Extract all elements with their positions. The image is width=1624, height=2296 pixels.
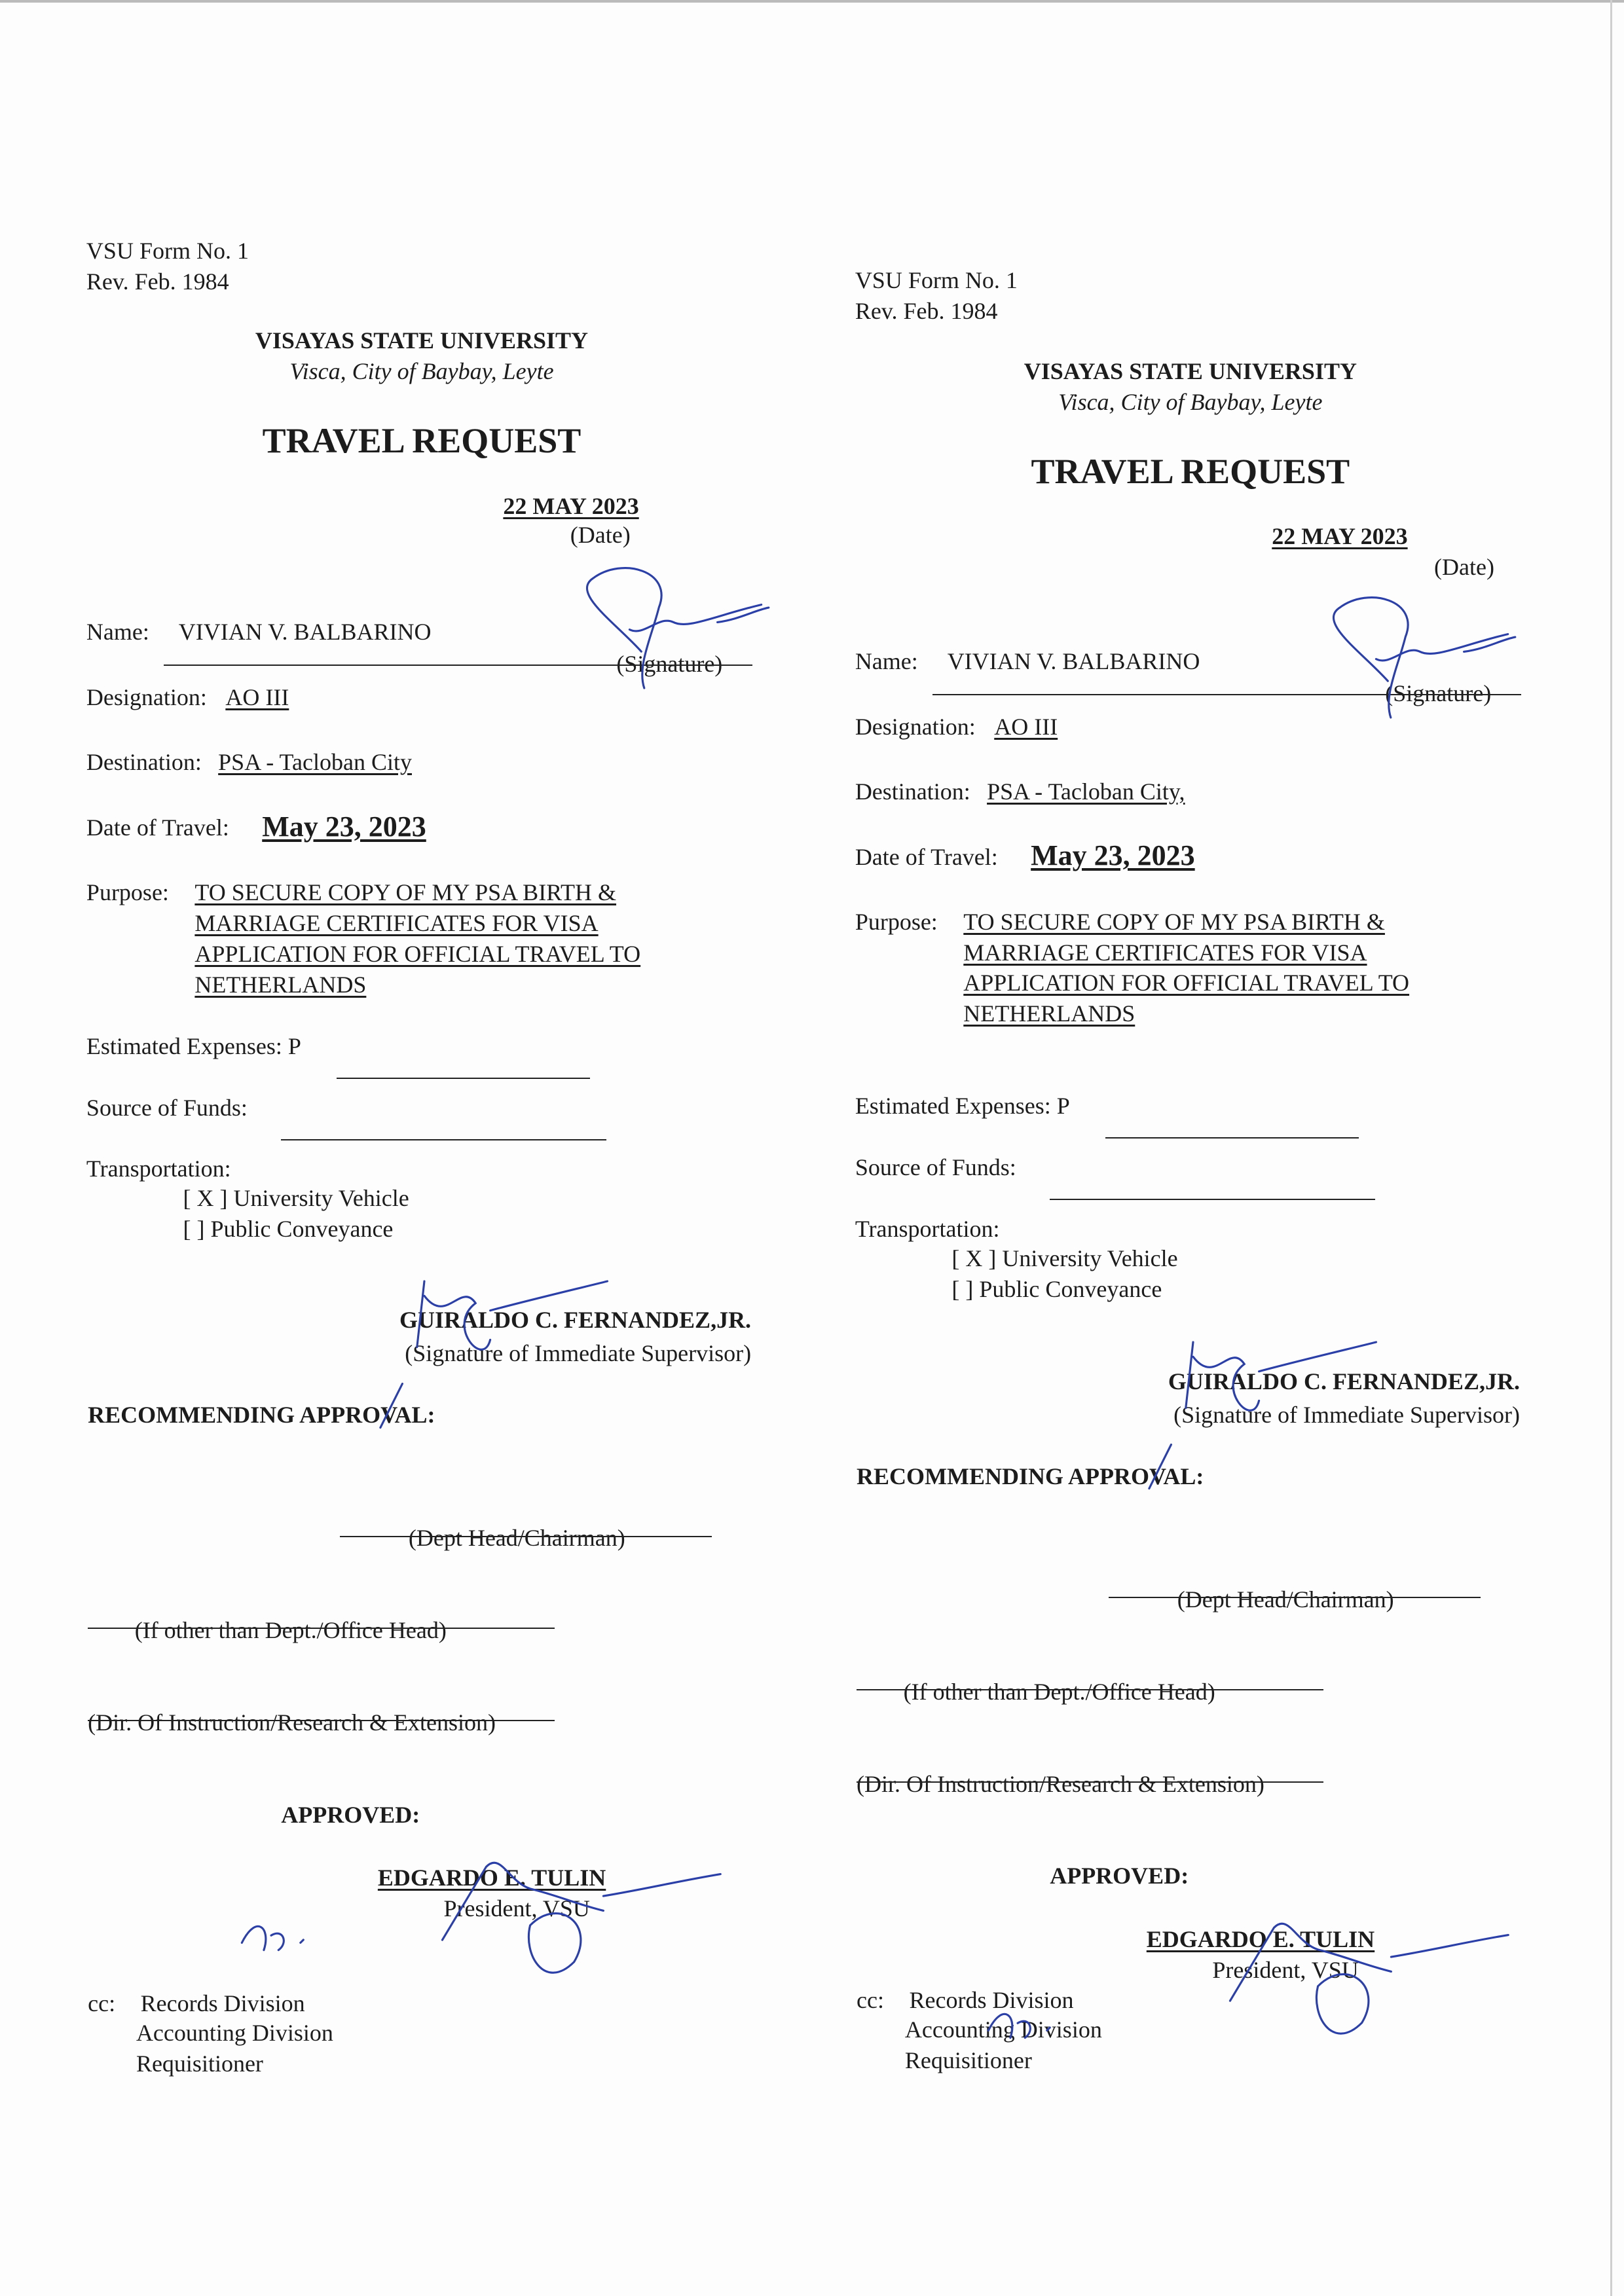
president-name: EDGARDO E. TULIN — [1146, 1925, 1375, 1952]
travel-date-label: Date of Travel: — [855, 844, 998, 871]
dept-head-caption: (Dept Head/Chairman) — [408, 1524, 625, 1551]
other-head-signature-line — [88, 1628, 555, 1629]
travel-date-value: May 23, 2023 — [1031, 839, 1195, 872]
travel-date-value: May 23, 2023 — [262, 810, 426, 843]
destination-value: PSA - Tacloban City, — [987, 778, 1185, 805]
name-value: VIVIAN V. BALBARINO — [178, 618, 432, 645]
cc-item: Requisitioner — [904, 2047, 1032, 2074]
form-number: VSU Form No. 1 — [855, 267, 1018, 294]
purpose-line: MARRIAGE CERTIFICATES FOR VISA — [963, 939, 1367, 966]
university-name: VISAYAS STATE UNIVERSITY — [255, 327, 589, 354]
cc-item: Accounting Division — [904, 2016, 1102, 2043]
signature-caption: (Signature) — [1385, 680, 1492, 706]
scan-right-edge — [1610, 0, 1612, 2296]
cc-item: Requisitioner — [136, 2050, 263, 2077]
funds-blank-line — [1050, 1199, 1375, 1200]
cc-item: Records Division — [140, 1990, 305, 2016]
funds-blank-line — [281, 1139, 606, 1140]
requester-signature — [571, 564, 820, 710]
university-address: Visca, City of Baybay, Leyte — [1058, 388, 1323, 415]
name-label: Name: — [855, 647, 918, 674]
president-title: President, VSU — [443, 1895, 590, 1922]
date-caption: (Date) — [1434, 554, 1494, 581]
scan-top-edge — [0, 0, 1624, 3]
other-head-caption: (If other than Dept./Office Head) — [134, 1616, 447, 1643]
transportation-label: Transportation: — [855, 1216, 1000, 1243]
travel-date-label: Date of Travel: — [86, 814, 229, 841]
designation-value: AO III — [994, 714, 1058, 740]
designation-label: Designation: — [86, 684, 207, 711]
name-value: VIVIAN V. BALBARINO — [947, 647, 1200, 674]
director-signature-line — [88, 1720, 555, 1721]
director-caption: (Dir. Of Instruction/Research & Extension) — [857, 1770, 1264, 1797]
university-address: Visca, City of Baybay, Leyte — [289, 357, 554, 384]
president-name: EDGARDO E. TULIN — [377, 1864, 606, 1891]
purpose-line: TO SECURE COPY OF MY PSA BIRTH & — [194, 879, 617, 905]
funds-label: Source of Funds: — [855, 1154, 1016, 1181]
form-title: TRAVEL REQUEST — [262, 420, 581, 460]
recommending-approval: RECOMMENDING APPROVAL: — [857, 1463, 1204, 1489]
for-initials — [227, 1884, 330, 1972]
cc-item: Accounting Division — [136, 2019, 333, 2046]
approved-label: APPROVED: — [1050, 1863, 1189, 1889]
president-signature — [1172, 1913, 1508, 2074]
transport-option-university-vehicle: [ X ] University Vehicle — [183, 1185, 409, 1212]
requester-signature — [1318, 593, 1566, 740]
purpose-line: APPLICATION FOR OFFICIAL TRAVEL TO — [963, 970, 1410, 996]
other-head-caption: (If other than Dept./Office Head) — [903, 1678, 1215, 1705]
supervisor-caption: (Signature of Immediate Supervisor) — [405, 1340, 752, 1367]
director-signature-line — [857, 1781, 1323, 1783]
supervisor-name: GUIRALDO C. FERNANDEZ,JR. — [1168, 1368, 1520, 1394]
purpose-line: NETHERLANDS — [963, 1000, 1135, 1027]
form-revision: Rev. Feb. 1984 — [86, 268, 229, 295]
dept-head-signature-line — [340, 1536, 712, 1537]
designation-label: Designation: — [855, 714, 976, 740]
purpose-line: TO SECURE COPY OF MY PSA BIRTH & — [963, 908, 1385, 935]
request-date: 22 MAY 2023 — [1272, 523, 1408, 550]
dept-head-signature-line — [1109, 1597, 1481, 1598]
cc-label: cc: — [88, 1990, 116, 2016]
dept-head-caption: (Dept Head/Chairman) — [1177, 1586, 1394, 1613]
purpose-label: Purpose: — [86, 879, 169, 905]
expenses-label: Estimated Expenses: P — [855, 1093, 1070, 1120]
supervisor-caption: (Signature of Immediate Supervisor) — [1173, 1402, 1520, 1429]
purpose-line: NETHERLANDS — [194, 971, 367, 998]
transport-option-public-conveyance: [ ] Public Conveyance — [951, 1275, 1162, 1302]
destination-label: Destination: — [86, 748, 202, 775]
university-name: VISAYAS STATE UNIVERSITY — [1024, 357, 1357, 384]
destination-label: Destination: — [855, 778, 970, 805]
form-title: TRAVEL REQUEST — [1031, 451, 1350, 491]
request-date: 22 MAY 2023 — [503, 492, 639, 519]
signature-caption: (Signature) — [616, 651, 723, 678]
supervisor-signature — [1113, 1342, 1384, 1503]
president-title: President, VSU — [1212, 1956, 1359, 1983]
expenses-blank-line — [1105, 1137, 1359, 1139]
for-initials — [974, 1972, 1077, 2060]
supervisor-signature — [344, 1281, 615, 1442]
purpose-line: MARRIAGE CERTIFICATES FOR VISA — [194, 909, 599, 936]
destination-value: PSA - Tacloban City — [218, 748, 412, 775]
cc-item: Records Division — [909, 1987, 1074, 2014]
director-caption: (Dir. Of Instruction/Research & Extension) — [88, 1709, 496, 1736]
transport-option-university-vehicle: [ X ] University Vehicle — [951, 1245, 1178, 1271]
name-label: Name: — [86, 618, 149, 645]
form-revision: Rev. Feb. 1984 — [855, 298, 998, 325]
expenses-blank-line — [337, 1078, 590, 1079]
purpose-line: APPLICATION FOR OFFICIAL TRAVEL TO — [194, 940, 641, 967]
supervisor-name: GUIRALDO C. FERNANDEZ,JR. — [399, 1306, 752, 1333]
cc-label: cc: — [857, 1987, 885, 2014]
designation-value: AO III — [225, 684, 289, 711]
president-signature — [384, 1852, 720, 2013]
funds-label: Source of Funds: — [86, 1094, 248, 1121]
transportation-label: Transportation: — [86, 1156, 231, 1182]
other-head-signature-line — [857, 1689, 1323, 1690]
recommending-approval: RECOMMENDING APPROVAL: — [88, 1402, 435, 1429]
date-caption: (Date) — [570, 522, 631, 549]
approved-label: APPROVED: — [281, 1801, 420, 1828]
expenses-label: Estimated Expenses: P — [86, 1032, 301, 1059]
form-number: VSU Form No. 1 — [86, 238, 249, 264]
purpose-label: Purpose: — [855, 908, 938, 935]
transport-option-public-conveyance: [ ] Public Conveyance — [183, 1216, 394, 1243]
